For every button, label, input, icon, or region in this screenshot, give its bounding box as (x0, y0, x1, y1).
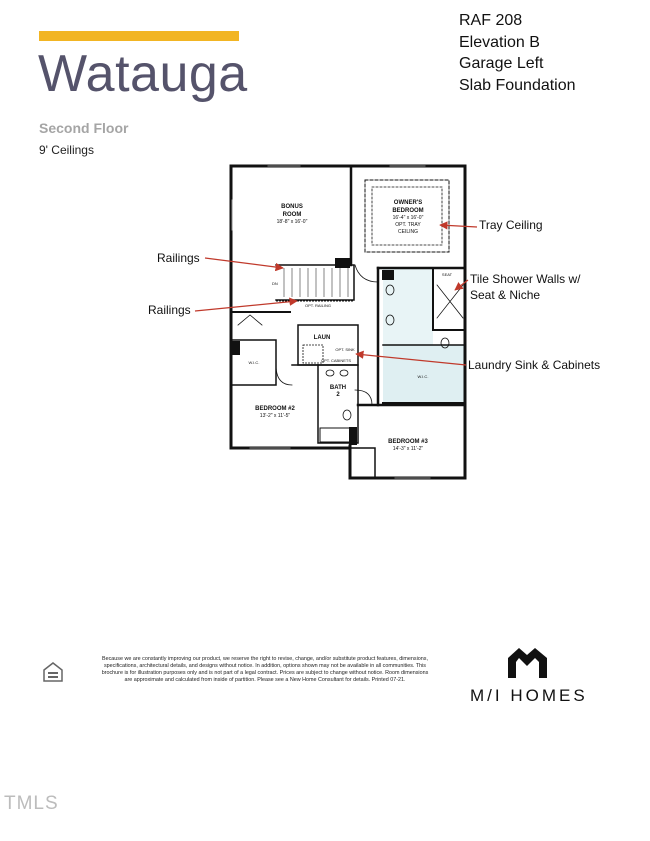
tray-note-2: CEILING (397, 229, 419, 235)
stair-outline (276, 265, 354, 300)
bedroom3-dims: 14'-3" x 11'-2" (392, 446, 424, 452)
callout-tray-ceiling: Tray Ceiling (479, 218, 543, 232)
callout-tile-shower-1: Tile Shower Walls w/ (470, 272, 581, 286)
stair-treads (284, 268, 348, 297)
mi-homes-logo-icon (505, 640, 550, 680)
elevation: Elevation B (459, 33, 540, 51)
wall-posts (232, 258, 394, 445)
foundation: Slab Foundation (459, 76, 576, 94)
linen-closet (238, 315, 262, 325)
seat-label: SEAT (441, 272, 453, 277)
bonus-room-dims: 18'-8" x 16'-0" (276, 219, 308, 225)
bath2-label: BATH (329, 385, 347, 391)
owner-bedroom-label-2: BEDROOM (392, 208, 424, 214)
shower-seat (437, 285, 463, 318)
callout-tile-shower-2: Seat & Niche (470, 288, 541, 302)
callout-railings-2: Railings (148, 303, 191, 317)
tray-note: OPT. TRAY (395, 222, 421, 228)
door-owner (355, 265, 378, 282)
brand-name: M/I HOMES (470, 686, 588, 705)
bonus-room-label-2: ROOM (282, 212, 302, 218)
stair-dn-label: DN (272, 281, 278, 286)
equal-housing-icon (42, 661, 64, 683)
bonus-room-label: BONUS (281, 204, 303, 210)
bedroom2-dims: 13'-2" x 11'-5" (259, 413, 291, 419)
bedroom2-label: BEDROOM #2 (255, 406, 295, 412)
ceiling-height: 9' Ceilings (39, 143, 94, 157)
door-bed2 (276, 365, 292, 385)
bed3-closet (352, 448, 375, 478)
watermark: TMLS (4, 793, 59, 814)
owner-wic-label: W.I.C. (417, 374, 429, 379)
opt-sink-label: OPT. SINK (335, 347, 355, 352)
owner-bedroom-label: OWNER'S (393, 200, 423, 206)
bath2-label-2: 2 (336, 392, 340, 398)
callout-railings-1: Railings (157, 251, 200, 265)
opt-cabinets-label: OPT. CABINETS (320, 358, 352, 363)
bedroom3-label: BEDROOM #3 (388, 439, 428, 445)
laundry-label: LAUN (313, 335, 331, 341)
floor-label: Second Floor (39, 120, 129, 136)
wall-shower (433, 268, 465, 330)
garage-side: Garage Left (459, 55, 544, 72)
page-title: Watauga (38, 45, 248, 103)
callout-laundry: Laundry Sink & Cabinets (468, 358, 601, 372)
legal-disclaimer: Because we are constantly improving our product, we reserve the right to revise, change, and/or substitute product features, dimensions, specifications, architectural details, and designs without notice. In addition, options shown may not be available in all communities. This brochure is for illustration purposes only and is not part of a legal contract. Prices are subject to change without notice. Room dimensions are approximate and calculated from inside of partition. Please see a New Home Consultant for details. Printed 07-21. (101, 656, 429, 683)
bed2-wic-label: W.I.C. (248, 360, 260, 365)
owner-bedroom-dims: 16'-4" x 16'-0" (392, 215, 424, 221)
plan-code: RAF 208 (459, 12, 523, 29)
opt-railing-label: OPT. RAILING (304, 303, 332, 308)
